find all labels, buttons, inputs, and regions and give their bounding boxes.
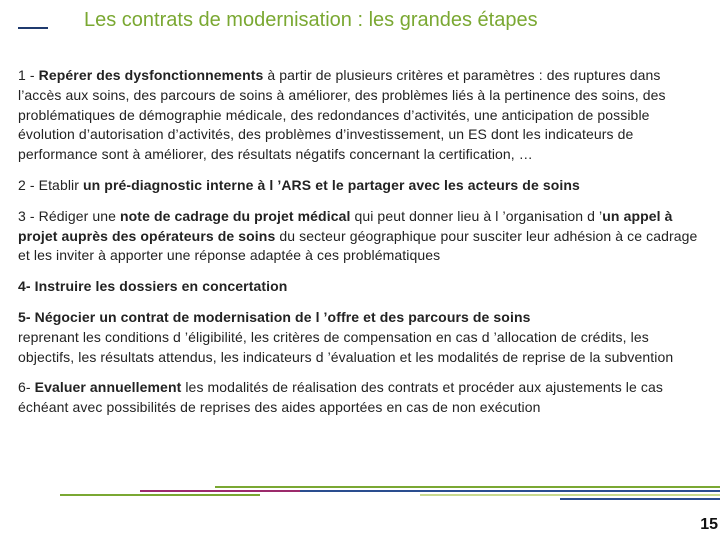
step-1-text: à partir de plusieurs critères et paramètres : des ruptures dans l’accès aux soins, des parcours de soins à améliorer, des problèmes liés à la pertinence des soins, des problématiques de démographie médicale, des redondances d’activités, une anticipation de possible évolution d’autorisation d’activités, des problèmes d’investissement, un ES dont les indicateurs de performance sont à améliorer, des résultats négatifs concernant la certification, … [18, 67, 666, 163]
step-3-prefix: 3 - Rédiger une [18, 207, 120, 224]
step-2 [18, 176, 704, 196]
step-4-bold: 4- Instruire les dossiers en concertation [18, 278, 288, 295]
title-accent-line [18, 27, 48, 29]
step-3-mid: qui peut donner lieu à l ’organisation d ’ [350, 207, 603, 224]
step-6-prefix: 6- [18, 379, 35, 396]
step-3-text: du secteur géographique pour susciter leur adhésion à ce cadrage et les inviter à apporter une réponse adaptée à ces problématiques [18, 227, 698, 264]
step-2-bold: un pré-diagnostic interne à l ’ARS et le partager avec les acteurs de soins [83, 176, 580, 193]
step-3-bold: note de cadrage du projet médical [120, 207, 351, 224]
step-1 [18, 66, 704, 165]
step-2-prefix: 2 - Etablir [18, 176, 83, 193]
step-6-bold: Evaluer annuellement [34, 379, 182, 396]
page-number: 15 [700, 516, 718, 533]
steps-content [18, 66, 704, 429]
step-1-bold: Repérer des dysfonctionnements [38, 67, 264, 83]
step-5-bold: 5- Négocier un contrat de modernisation de l ’offre et des parcours de soins [18, 308, 531, 325]
step-5-text: reprenant les conditions d ’éligibilité, les critères de compensation en cas d ’allocation de crédits, les objectifs, les résultats attendus, les indicateurs d ’évaluation et les modalités de reprise de la subvention [18, 328, 674, 365]
step-4 [18, 277, 704, 297]
step-5 [18, 308, 704, 367]
step-3 [18, 207, 704, 266]
step-6 [18, 378, 704, 418]
step-6-text: les modalités de réalisation des contrats et procéder aux ajustements le cas échéant avec possibilités de reprises des aides apportées en cas de non exécution [18, 379, 663, 416]
step-1-prefix: 1 - [18, 67, 39, 83]
slide-title: Les contrats de modernisation : les grandes étapes [84, 9, 538, 31]
decorative-stripes [0, 486, 720, 500]
step-3-bold-2: un appel à projet auprès des opérateurs de soins [18, 207, 673, 244]
